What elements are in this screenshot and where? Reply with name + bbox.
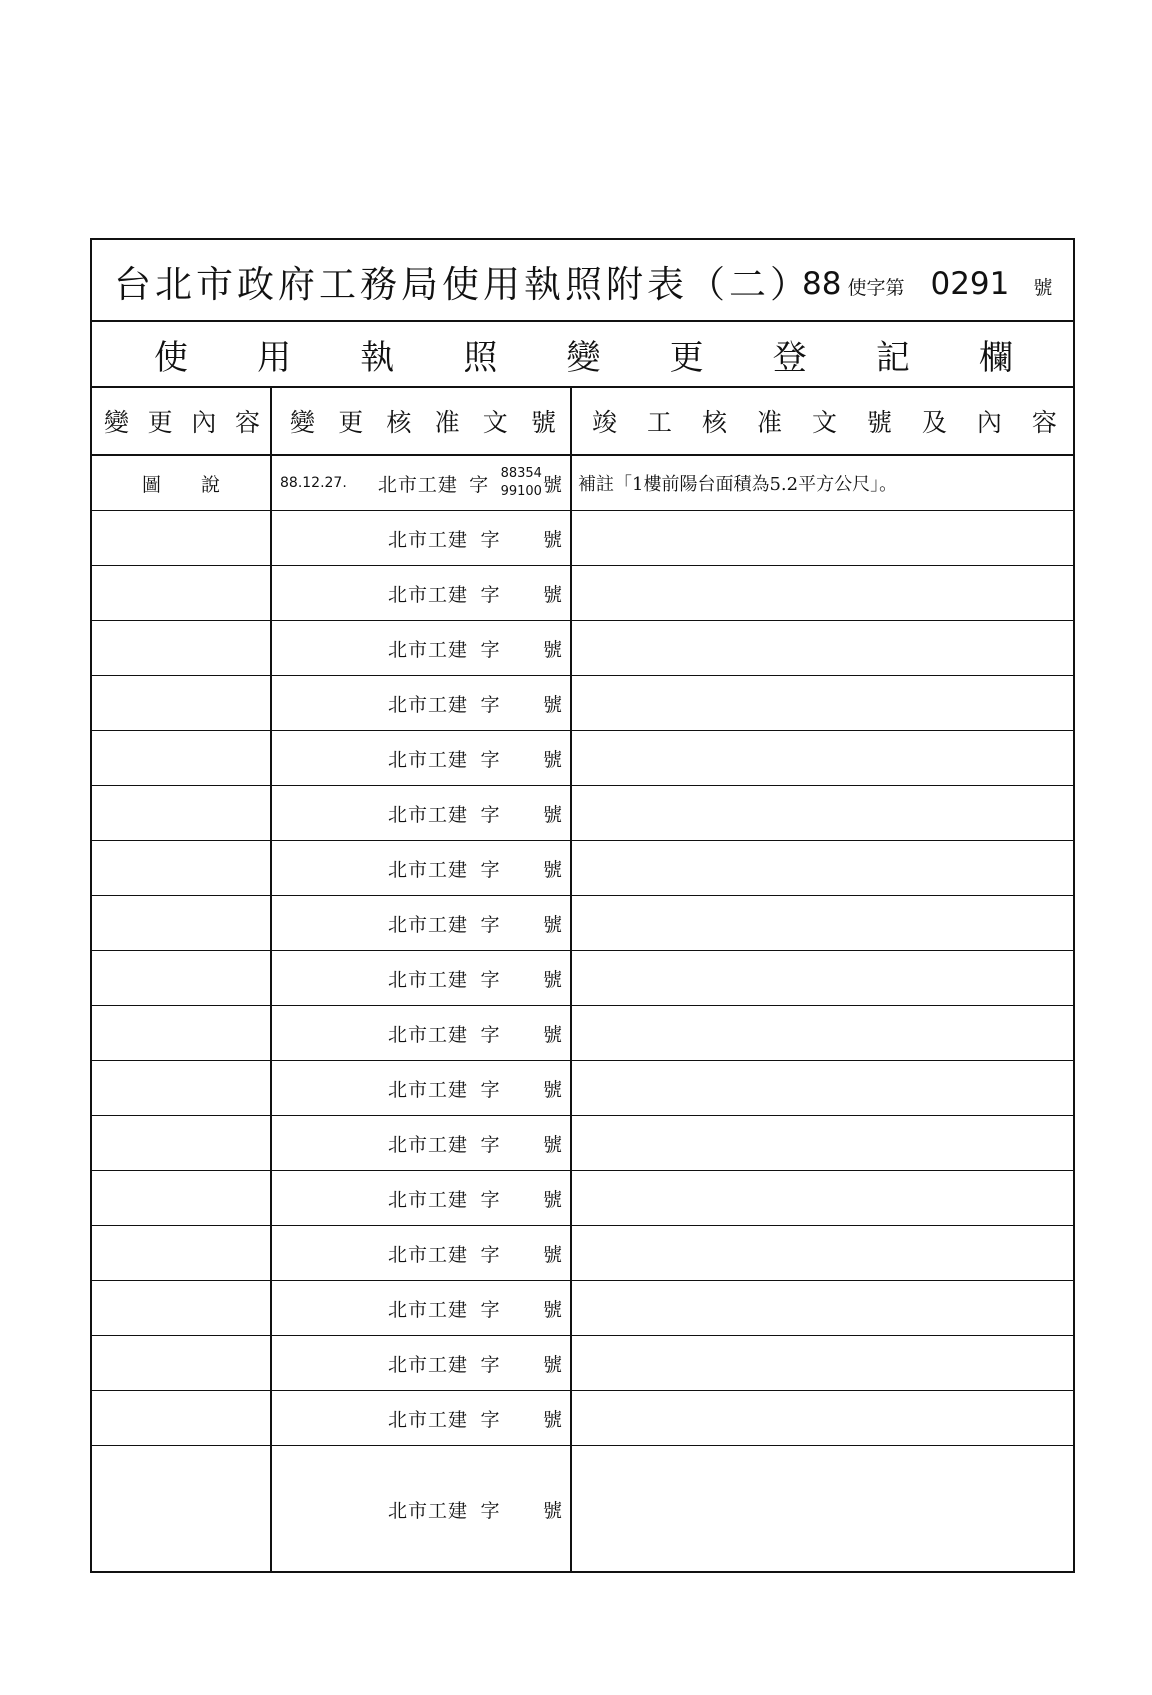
zi-label: 字 xyxy=(480,858,500,881)
change-content-cell xyxy=(92,1061,272,1115)
zi-label: 字 xyxy=(480,1298,500,1321)
table-row xyxy=(92,1281,1073,1336)
completion-note-cell xyxy=(572,951,1077,1005)
agency-prefix: 北市工建 xyxy=(387,913,468,936)
agency-prefix: 北市工建 xyxy=(387,1023,468,1046)
zi-label: 字 xyxy=(469,473,489,496)
banner-char: 記 xyxy=(875,337,910,378)
table-row xyxy=(92,951,1073,1006)
banner-char: 使 xyxy=(154,337,188,378)
completion-note-cell xyxy=(572,896,1077,950)
table-row xyxy=(92,1116,1073,1171)
doc-number: 0291 xyxy=(930,266,1010,302)
approval-number-cell xyxy=(272,841,572,895)
completion-note-cell xyxy=(572,1336,1077,1390)
agency-prefix: 北市工建 xyxy=(387,693,468,716)
table-row xyxy=(92,1391,1073,1446)
change-content-cell xyxy=(92,566,272,620)
approval-number-cell xyxy=(272,786,572,840)
banner-char: 登 xyxy=(772,337,807,378)
banner-char: 欄 xyxy=(979,337,1013,378)
approval-number-cell xyxy=(272,1006,572,1060)
completion-note-cell xyxy=(572,566,1077,620)
table-row xyxy=(92,1171,1073,1226)
zi-label: 字 xyxy=(480,913,500,936)
change-content-cell xyxy=(92,1391,272,1445)
change-content-cell xyxy=(92,896,272,950)
completion-note-cell xyxy=(572,456,1077,510)
agency-prefix: 北市工建 xyxy=(377,473,458,496)
completion-note-cell xyxy=(572,621,1077,675)
table-row xyxy=(92,511,1073,566)
zi-label: 字 xyxy=(480,1243,500,1266)
hao-label: 號 xyxy=(542,1353,562,1376)
approval-number-cell xyxy=(272,456,572,510)
doc-suffix: 號 xyxy=(1033,277,1053,299)
table-row xyxy=(92,1226,1073,1281)
banner-char: 照 xyxy=(463,337,498,378)
agency-prefix: 北市工建 xyxy=(387,1298,468,1321)
zi-label: 字 xyxy=(480,1500,500,1522)
table-header xyxy=(92,388,1073,456)
completion-note-cell xyxy=(572,1446,1077,1573)
header-char: 文 xyxy=(811,408,837,437)
change-content-cell xyxy=(92,731,272,785)
approval-number-cell xyxy=(272,566,572,620)
approval-number-cell xyxy=(272,896,572,950)
table-row xyxy=(92,896,1073,951)
approval-number-cell xyxy=(272,1446,572,1573)
title-row xyxy=(92,240,1073,322)
hao-label: 號 xyxy=(542,748,562,771)
reference-number xyxy=(499,465,543,501)
zi-label: 字 xyxy=(480,638,500,661)
approval-number-cell xyxy=(272,731,572,785)
completion-note-cell xyxy=(572,1171,1077,1225)
zi-label: 字 xyxy=(480,1188,500,1211)
header-char: 及 xyxy=(921,408,947,437)
table-row xyxy=(92,731,1073,786)
banner-char: 用 xyxy=(257,337,292,378)
approval-number-cell xyxy=(272,1281,572,1335)
reference-line: 88354 xyxy=(500,466,542,481)
hao-label: 號 xyxy=(542,1408,562,1431)
zi-label: 字 xyxy=(480,528,500,551)
header-char: 更 xyxy=(147,408,173,437)
table-row xyxy=(92,1006,1073,1061)
permit-annex-form xyxy=(90,238,1075,1573)
completion-note: 補註「1樓前陽台面積為5.2平方公尺」。 xyxy=(578,474,898,495)
header-char: 核 xyxy=(701,408,727,437)
approval-number-cell xyxy=(272,1336,572,1390)
approval-number-cell xyxy=(272,511,572,565)
completion-note-cell xyxy=(572,786,1077,840)
approval-number-cell xyxy=(272,951,572,1005)
header-char: 容 xyxy=(1031,408,1057,437)
doc-year: 88 xyxy=(802,266,842,302)
zi-label: 字 xyxy=(480,583,500,606)
hao-label: 號 xyxy=(542,1078,562,1101)
hao-label: 號 xyxy=(542,1298,562,1321)
zi-label: 字 xyxy=(480,968,500,991)
zi-label: 字 xyxy=(480,748,500,771)
completion-note-cell xyxy=(572,676,1077,730)
header-approval-number xyxy=(272,388,572,454)
hao-label: 號 xyxy=(542,528,562,551)
completion-note-cell xyxy=(572,511,1077,565)
change-content-cell xyxy=(92,456,272,510)
completion-note-cell xyxy=(572,841,1077,895)
header-char: 變 xyxy=(104,408,130,437)
header-change-content xyxy=(92,388,272,454)
change-content-cell xyxy=(92,1116,272,1170)
header-char: 文 xyxy=(482,408,508,437)
change-content-cell xyxy=(92,1226,272,1280)
hao-label: 號 xyxy=(542,1500,562,1522)
form-title: 台北市政府工務局使用執照附表（二） xyxy=(114,263,811,306)
change-content-cell xyxy=(92,1446,272,1573)
change-content-cell xyxy=(92,511,272,565)
header-char: 更 xyxy=(338,408,364,437)
header-char: 內 xyxy=(191,408,217,437)
table-row xyxy=(92,456,1073,511)
agency-prefix: 北市工建 xyxy=(387,968,468,991)
header-char: 號 xyxy=(866,408,892,437)
table-row xyxy=(92,621,1073,676)
change-content-cell xyxy=(92,786,272,840)
header-char: 內 xyxy=(976,408,1002,437)
approval-number-cell xyxy=(272,1226,572,1280)
hao-label: 號 xyxy=(542,858,562,881)
change-content-cell xyxy=(92,1006,272,1060)
hao-label: 號 xyxy=(542,583,562,606)
approval-date: 88.12.27. xyxy=(280,475,347,491)
table-row xyxy=(92,1336,1073,1391)
completion-note-cell xyxy=(572,1061,1077,1115)
hao-label: 號 xyxy=(542,638,562,661)
hao-label: 號 xyxy=(542,913,562,936)
change-content-char: 圖 xyxy=(141,473,161,496)
completion-note-cell xyxy=(572,1391,1077,1445)
banner-char: 執 xyxy=(360,337,395,378)
agency-prefix: 北市工建 xyxy=(387,803,468,826)
zi-label: 字 xyxy=(480,1408,500,1431)
agency-prefix: 北市工建 xyxy=(387,1408,468,1431)
approval-number-cell xyxy=(272,621,572,675)
completion-note-cell xyxy=(572,1226,1077,1280)
agency-prefix: 北市工建 xyxy=(387,583,468,606)
zi-label: 字 xyxy=(480,1078,500,1101)
table-row xyxy=(92,786,1073,841)
header-completion xyxy=(572,388,1077,454)
hao-label: 號 xyxy=(542,1243,562,1266)
document-number xyxy=(802,266,1052,302)
agency-prefix: 北市工建 xyxy=(387,1078,468,1101)
header-char: 核 xyxy=(386,408,412,437)
header-char: 工 xyxy=(646,408,672,437)
header-char: 竣 xyxy=(592,408,618,437)
completion-note-cell xyxy=(572,1006,1077,1060)
change-content-cell xyxy=(92,1336,272,1390)
banner-char: 變 xyxy=(566,337,601,378)
approval-number-cell xyxy=(272,676,572,730)
hao-label: 號 xyxy=(542,968,562,991)
header-char: 准 xyxy=(756,408,782,437)
approval-number-cell xyxy=(272,1171,572,1225)
agency-prefix: 北市工建 xyxy=(387,1353,468,1376)
agency-prefix: 北市工建 xyxy=(387,1243,468,1266)
hao-label: 號 xyxy=(542,1188,562,1211)
agency-prefix: 北市工建 xyxy=(387,748,468,771)
change-content-cell xyxy=(92,676,272,730)
zi-label: 字 xyxy=(480,1133,500,1156)
hao-label: 號 xyxy=(542,693,562,716)
agency-prefix: 北市工建 xyxy=(387,1500,468,1522)
zi-label: 字 xyxy=(480,693,500,716)
completion-note-cell xyxy=(572,1281,1077,1335)
header-char: 變 xyxy=(290,408,316,437)
table-row xyxy=(92,566,1073,621)
change-content-cell xyxy=(92,621,272,675)
agency-prefix: 北市工建 xyxy=(387,528,468,551)
change-content-cell xyxy=(92,951,272,1005)
completion-note-cell xyxy=(572,1116,1077,1170)
doc-middle: 使字第 xyxy=(847,277,905,299)
zi-label: 字 xyxy=(480,1353,500,1376)
agency-prefix: 北市工建 xyxy=(387,638,468,661)
reference-line: 99100 xyxy=(500,484,542,499)
header-char: 號 xyxy=(530,408,556,437)
hao-label: 號 xyxy=(542,1133,562,1156)
zi-label: 字 xyxy=(480,1023,500,1046)
agency-prefix: 北市工建 xyxy=(387,1188,468,1211)
approval-number-cell xyxy=(272,1391,572,1445)
table-row xyxy=(92,676,1073,731)
agency-prefix: 北市工建 xyxy=(387,858,468,881)
change-content-cell xyxy=(92,841,272,895)
change-content-char: 說 xyxy=(200,473,220,496)
table-row xyxy=(92,1446,1073,1573)
table-row xyxy=(92,1061,1073,1116)
change-content-cell xyxy=(92,1171,272,1225)
hao-label: 號 xyxy=(542,1023,562,1046)
approval-number-cell xyxy=(272,1116,572,1170)
approval-number-cell xyxy=(272,1061,572,1115)
change-content-cell xyxy=(92,1281,272,1335)
banner-char: 更 xyxy=(669,337,704,378)
hao-label: 號 xyxy=(543,473,563,496)
header-char: 容 xyxy=(234,408,260,437)
section-banner xyxy=(92,322,1073,388)
hao-label: 號 xyxy=(542,803,562,826)
table-row xyxy=(92,841,1073,896)
zi-label: 字 xyxy=(480,803,500,826)
agency-prefix: 北市工建 xyxy=(387,1133,468,1156)
header-char: 准 xyxy=(434,408,460,437)
completion-note-cell xyxy=(572,731,1077,785)
